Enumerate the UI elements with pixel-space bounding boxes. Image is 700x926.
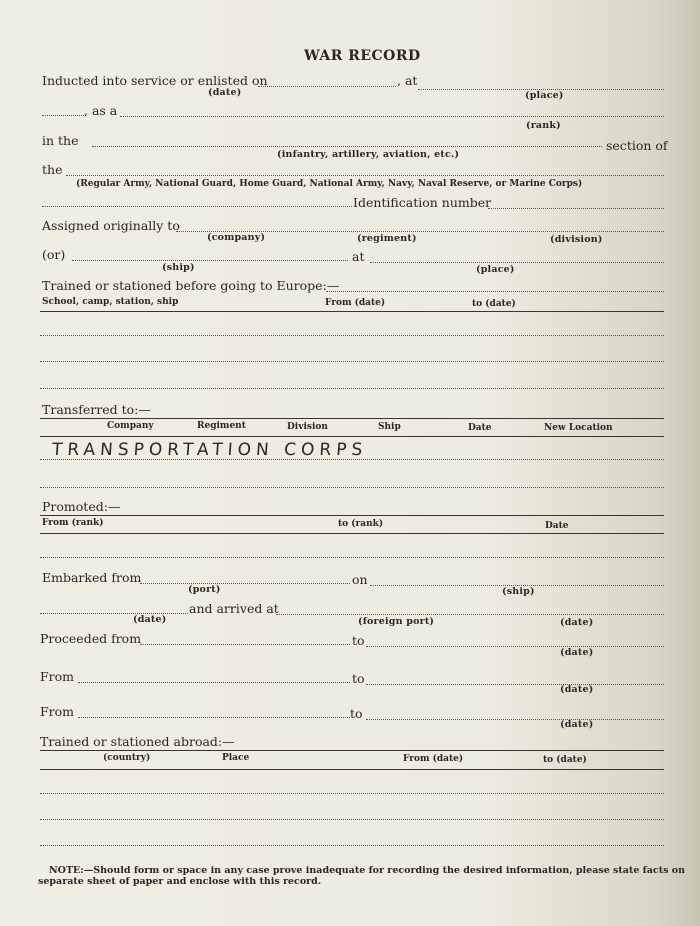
abroad-col-to: to (date): [543, 755, 587, 765]
branch-hint: (infantry, artillery, aviation, etc.): [277, 149, 460, 160]
in-the-label: in the: [42, 133, 79, 148]
transferred-label: Transferred to:—: [42, 402, 151, 417]
proceeded-date-hint: (date): [560, 647, 594, 658]
divider: [40, 533, 664, 534]
proceeded-to-label: to: [352, 633, 365, 648]
proceeded-to-field[interactable]: [366, 646, 664, 647]
as-a-label: , as a: [84, 103, 118, 118]
ship-field[interactable]: [72, 260, 348, 261]
identification-field[interactable]: [488, 208, 664, 209]
trained-before-row-3[interactable]: [40, 388, 664, 389]
trained-before-col-2: From (date): [325, 298, 386, 308]
proceeded-label: Proceeded from: [40, 631, 142, 646]
inducted-date-field[interactable]: [258, 86, 396, 87]
inducted-at-label: , at: [397, 73, 418, 88]
trained-before-row-1[interactable]: [40, 335, 664, 336]
footnote-line-2: separate sheet of paper and enclose with this record.: [38, 876, 322, 887]
abroad-col-country: (country): [103, 753, 151, 763]
organization-cont-field[interactable]: [42, 206, 352, 207]
rank-hint: (rank): [526, 120, 561, 131]
embarked-port-field[interactable]: [140, 583, 350, 584]
date-hint-2: (date): [560, 719, 594, 730]
foreign-port-hint: (foreign port): [358, 616, 435, 627]
arrived-port-field[interactable]: [276, 614, 664, 615]
trained-before-field[interactable]: [326, 291, 664, 292]
embarked-ship-hint: (ship): [502, 586, 535, 597]
to-label-2: to: [350, 706, 363, 721]
promoted-col-from: From (rank): [42, 518, 104, 528]
promoted-col-to: to (rank): [338, 519, 384, 529]
footnote-line-1: NOTE:—Should form or space in any case prove inadequate for recording the desired information, please state facts on: [49, 865, 685, 876]
abroad-row-1[interactable]: [40, 793, 664, 794]
trained-before-row-2[interactable]: [40, 361, 664, 362]
transferred-col-ship: Ship: [378, 422, 401, 432]
abroad-col-from: From (date): [403, 754, 464, 764]
divider: [40, 515, 664, 516]
embarked-on-label: on: [352, 572, 368, 587]
transferred-col-date: Date: [468, 423, 492, 433]
divider: [40, 311, 664, 312]
regiment-hint: (regiment): [357, 233, 417, 244]
the-label: the: [42, 162, 63, 177]
promoted-col-date: Date: [545, 521, 569, 531]
transferred-col-location: New Location: [544, 423, 613, 433]
abroad-col-place: Place: [222, 753, 250, 763]
assigned-place-field[interactable]: [370, 262, 664, 263]
arrived-label: and arrived at: [189, 601, 279, 616]
trained-before-col-3: to (date): [472, 299, 516, 309]
trained-abroad-label: Trained or stationed abroad:—: [40, 734, 235, 749]
transferred-row-1[interactable]: [40, 459, 664, 460]
port-hint: (port): [188, 584, 221, 595]
inducted-number-field[interactable]: [42, 115, 86, 116]
divider: [40, 418, 664, 419]
to-label-1: to: [352, 671, 365, 686]
from-field-1[interactable]: [78, 682, 350, 683]
from-label-2: From: [40, 704, 75, 719]
assigned-label: Assigned originally to: [42, 218, 180, 233]
divider: [40, 750, 664, 751]
abroad-row-2[interactable]: [40, 819, 664, 820]
place-hint: (place): [525, 90, 564, 101]
to-field-1[interactable]: [366, 684, 664, 685]
embarked-label: Embarked from: [42, 570, 142, 585]
divider: [40, 769, 664, 770]
organization-hint: (Regular Army, National Guard, Home Guard, National Army, Navy, Naval Reserve, or Marine Corps): [76, 179, 583, 189]
page-title: WAR RECORD: [304, 48, 421, 64]
transferred-col-company: Company: [107, 421, 154, 431]
embarked-date-hint: (date): [133, 614, 167, 625]
identification-label: Identification number: [353, 195, 492, 210]
branch-field[interactable]: [92, 146, 602, 147]
transferred-row-2[interactable]: [40, 487, 664, 488]
promoted-row-1[interactable]: [40, 557, 664, 558]
from-label-1: From: [40, 669, 75, 684]
organization-field[interactable]: [66, 175, 664, 176]
trained-before-label: Trained or stationed before going to Europe:—: [42, 278, 340, 293]
transferred-col-regiment: Regiment: [197, 421, 246, 431]
transferred-handwritten-entry: TRANSPORTATION CORPS: [51, 440, 368, 460]
to-field-2[interactable]: [366, 719, 664, 720]
date-hint-1: (date): [560, 684, 594, 695]
inducted-label: Inducted into service or enlisted on: [42, 73, 268, 88]
promoted-label: Promoted:—: [42, 499, 121, 514]
proceeded-from-field[interactable]: [140, 644, 350, 645]
date-hint: (date): [208, 87, 242, 98]
company-hint: (company): [207, 232, 266, 243]
from-field-2[interactable]: [78, 717, 350, 718]
rank-field[interactable]: [120, 116, 664, 117]
assigned-place-hint: (place): [476, 264, 515, 275]
assigned-at-label: at: [352, 249, 365, 264]
arrived-date-hint: (date): [560, 617, 594, 628]
section-of-label: section of: [606, 138, 668, 153]
trained-before-col-1: School, camp, station, ship: [42, 297, 179, 307]
division-hint: (division): [550, 234, 603, 245]
transferred-col-division: Division: [287, 422, 328, 432]
abroad-row-3[interactable]: [40, 845, 664, 846]
ship-hint: (ship): [162, 262, 195, 273]
or-label: (or): [42, 247, 66, 262]
divider: [40, 436, 664, 437]
